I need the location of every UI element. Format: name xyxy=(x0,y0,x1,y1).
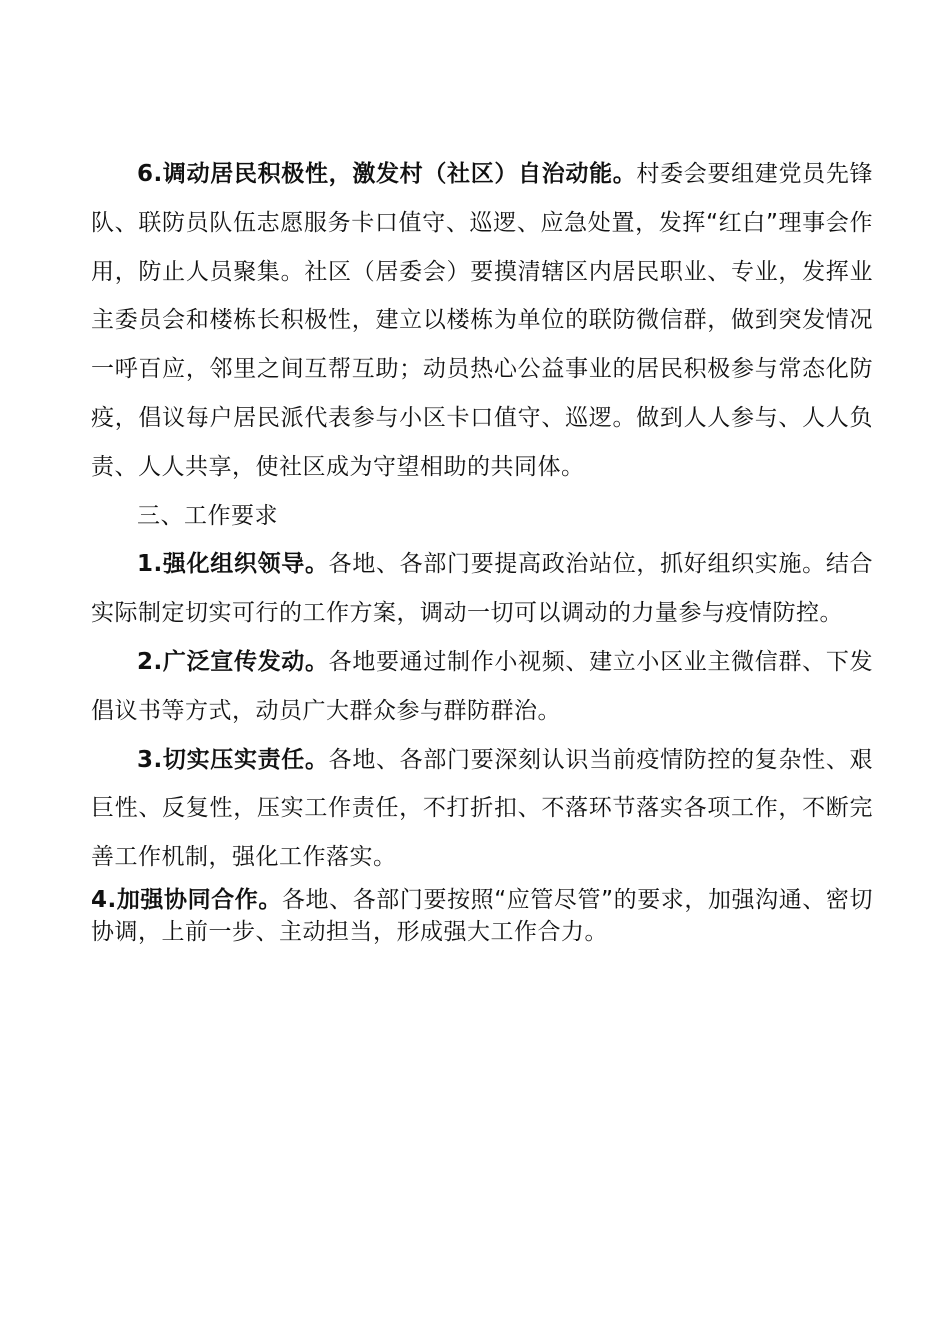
document-body xyxy=(91,150,873,948)
paragraph-strengthen-leadership xyxy=(91,540,873,638)
paragraph-publicity-mobilization xyxy=(91,638,873,736)
paragraph-lead: 3.切实压实责任。 xyxy=(137,746,329,773)
paragraph-body: 各地、各部门要深刻认识当前疫情防控的复杂性、艰巨性、反复性，压实工作责任，不打折扣、不落环节落实各项工作，不断完善工作机制，强化工作落实。 xyxy=(91,746,873,871)
paragraph-lead: 1.强化组织领导。 xyxy=(137,551,329,578)
paragraph-responsibility xyxy=(91,736,873,882)
paragraph-body: 各地、各部门要提高政治站位，抓好组织实施。结合实际制定切实可行的工作方案，调动一切可以调动的力量参与疫情防控。 xyxy=(91,551,873,627)
paragraph-body: 各地要通过制作小视频、建立小区业主微信群、下发倡议书等方式，动员广大群众参与群防群治。 xyxy=(91,648,873,724)
section-heading-text: 三、工作要求 xyxy=(137,502,278,529)
paragraph-resident-mobilization xyxy=(91,150,873,492)
paragraph-lead: 6.调动居民积极性，激发村（社区）自治动能。 xyxy=(137,161,637,187)
paragraph-coordination xyxy=(91,884,873,948)
paragraph-lead: 2.广泛宣传发动。 xyxy=(137,648,329,675)
section-heading-work-requirements xyxy=(91,492,873,541)
paragraph-body: 村委会要组建党员先锋队、联防员队伍志愿服务卡口值守、巡逻、应急处置，发挥“红白”理事会作用，防止人员聚集。社区（居委会）要摸清辖区内居民职业、专业，发挥业主委员会和楼栋长积极性，建立以楼栋为单位的联防微信群，做到突发情况一呼百应，邻里之间互帮互助；动员热心公益事业的居民积极参与常态化防疫，倡议每户居民派代表参与小区卡口值守、巡逻。做到人人参与、人人负责、人人共享，使社区成为守望相助的共同体。 xyxy=(91,161,873,480)
paragraph-body: 各地、各部门要按照“应管尽管”的要求，加强沟通、密切协调，上前一步、主动担当，形成强大工作合力。 xyxy=(91,886,873,945)
paragraph-lead: 4.加强协同合作。 xyxy=(91,886,282,913)
